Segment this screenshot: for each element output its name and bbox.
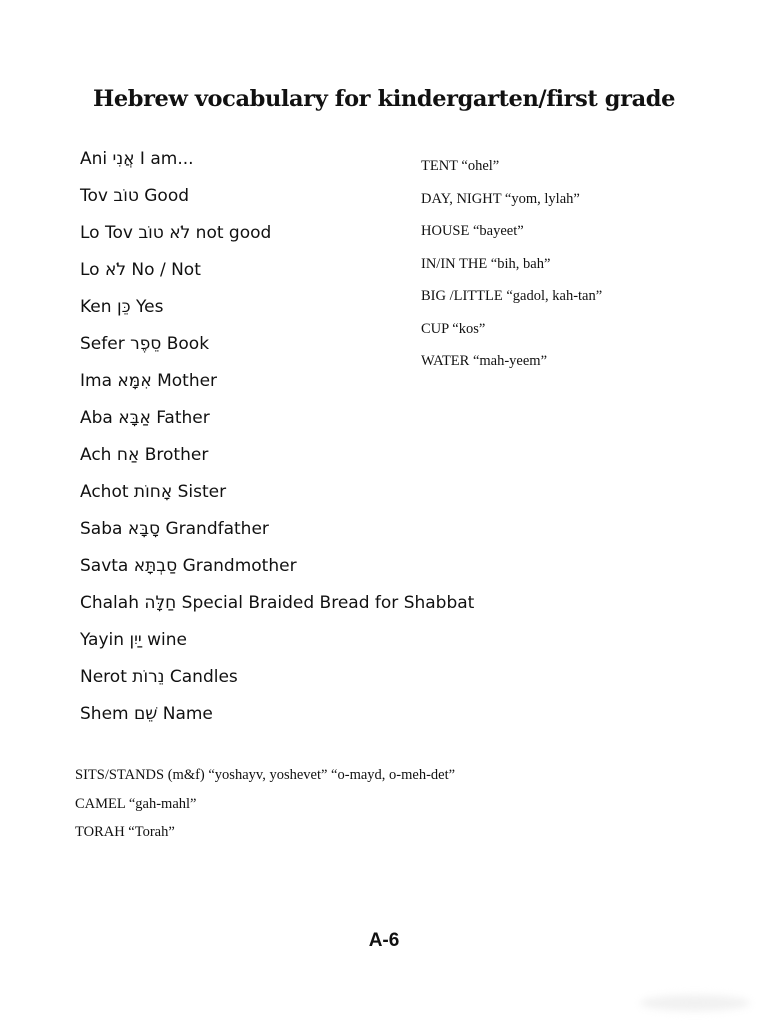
vocab-item: Nerot נֵרוֹת Candles (80, 667, 238, 687)
phrase-item: CUP “kos” (421, 320, 486, 337)
phrase-item: WATER “mah-yeem” (421, 353, 548, 369)
scan-smudge (640, 995, 750, 1011)
vocab-item: Ima אִמָּא Mother (80, 371, 218, 391)
phrase-item: CAMEL “gah-mahl” (75, 795, 197, 812)
vocab-item: Shem שֵׁם Name (80, 704, 213, 724)
phrase-item: DAY, NIGHT “yom, lylah” (421, 190, 580, 207)
phrase-item: TORAH “Torah” (75, 824, 175, 840)
phrase-item: IN/IN THE “bih, bah” (421, 255, 551, 272)
page-number: A-6 (368, 930, 400, 951)
phrase-list (421, 158, 761, 386)
vocab-item: Saba סָבָּא Grandfather (80, 519, 269, 539)
vocab-item: Tov טוֹב Good (80, 186, 190, 206)
phrase-item: SITS/STANDS (m&f) “yoshayv, yoshevet” “o-mayd, o-meh-det” (75, 767, 456, 783)
phrase-item: HOUSE “bayeet” (421, 223, 524, 239)
vocab-item: Chalah חַלָּה Special Braided Bread for Shabbat (80, 593, 475, 613)
extra-phrase-list (75, 767, 695, 853)
vocab-item: Aba אַבָּא Father (80, 408, 210, 428)
vocab-item: Lo Tov לֹא טוֹב not good (80, 223, 272, 243)
vocab-item: Ani אֲנִי I am... (80, 149, 194, 169)
phrase-item: TENT “ohel” (421, 158, 500, 174)
page-title: Hebrew vocabulary for kindergarten/first grade (92, 86, 676, 112)
vocab-item: Achot אָחוֹת Sister (80, 482, 227, 502)
phrase-item: BIG /LITTLE “gadol, kah-tan” (421, 288, 603, 304)
vocab-item: Ach אַח Brother (80, 445, 209, 465)
vocab-item: Savta סַבְתָּא Grandmother (80, 556, 297, 576)
vocab-item: Yayin יַיִן wine (80, 630, 187, 650)
vocab-item: Sefer סֵפֶר Book (80, 334, 210, 354)
vocab-item: Lo לֹא No / Not (80, 260, 201, 280)
vocab-item: Ken כֵּן Yes (80, 297, 164, 317)
